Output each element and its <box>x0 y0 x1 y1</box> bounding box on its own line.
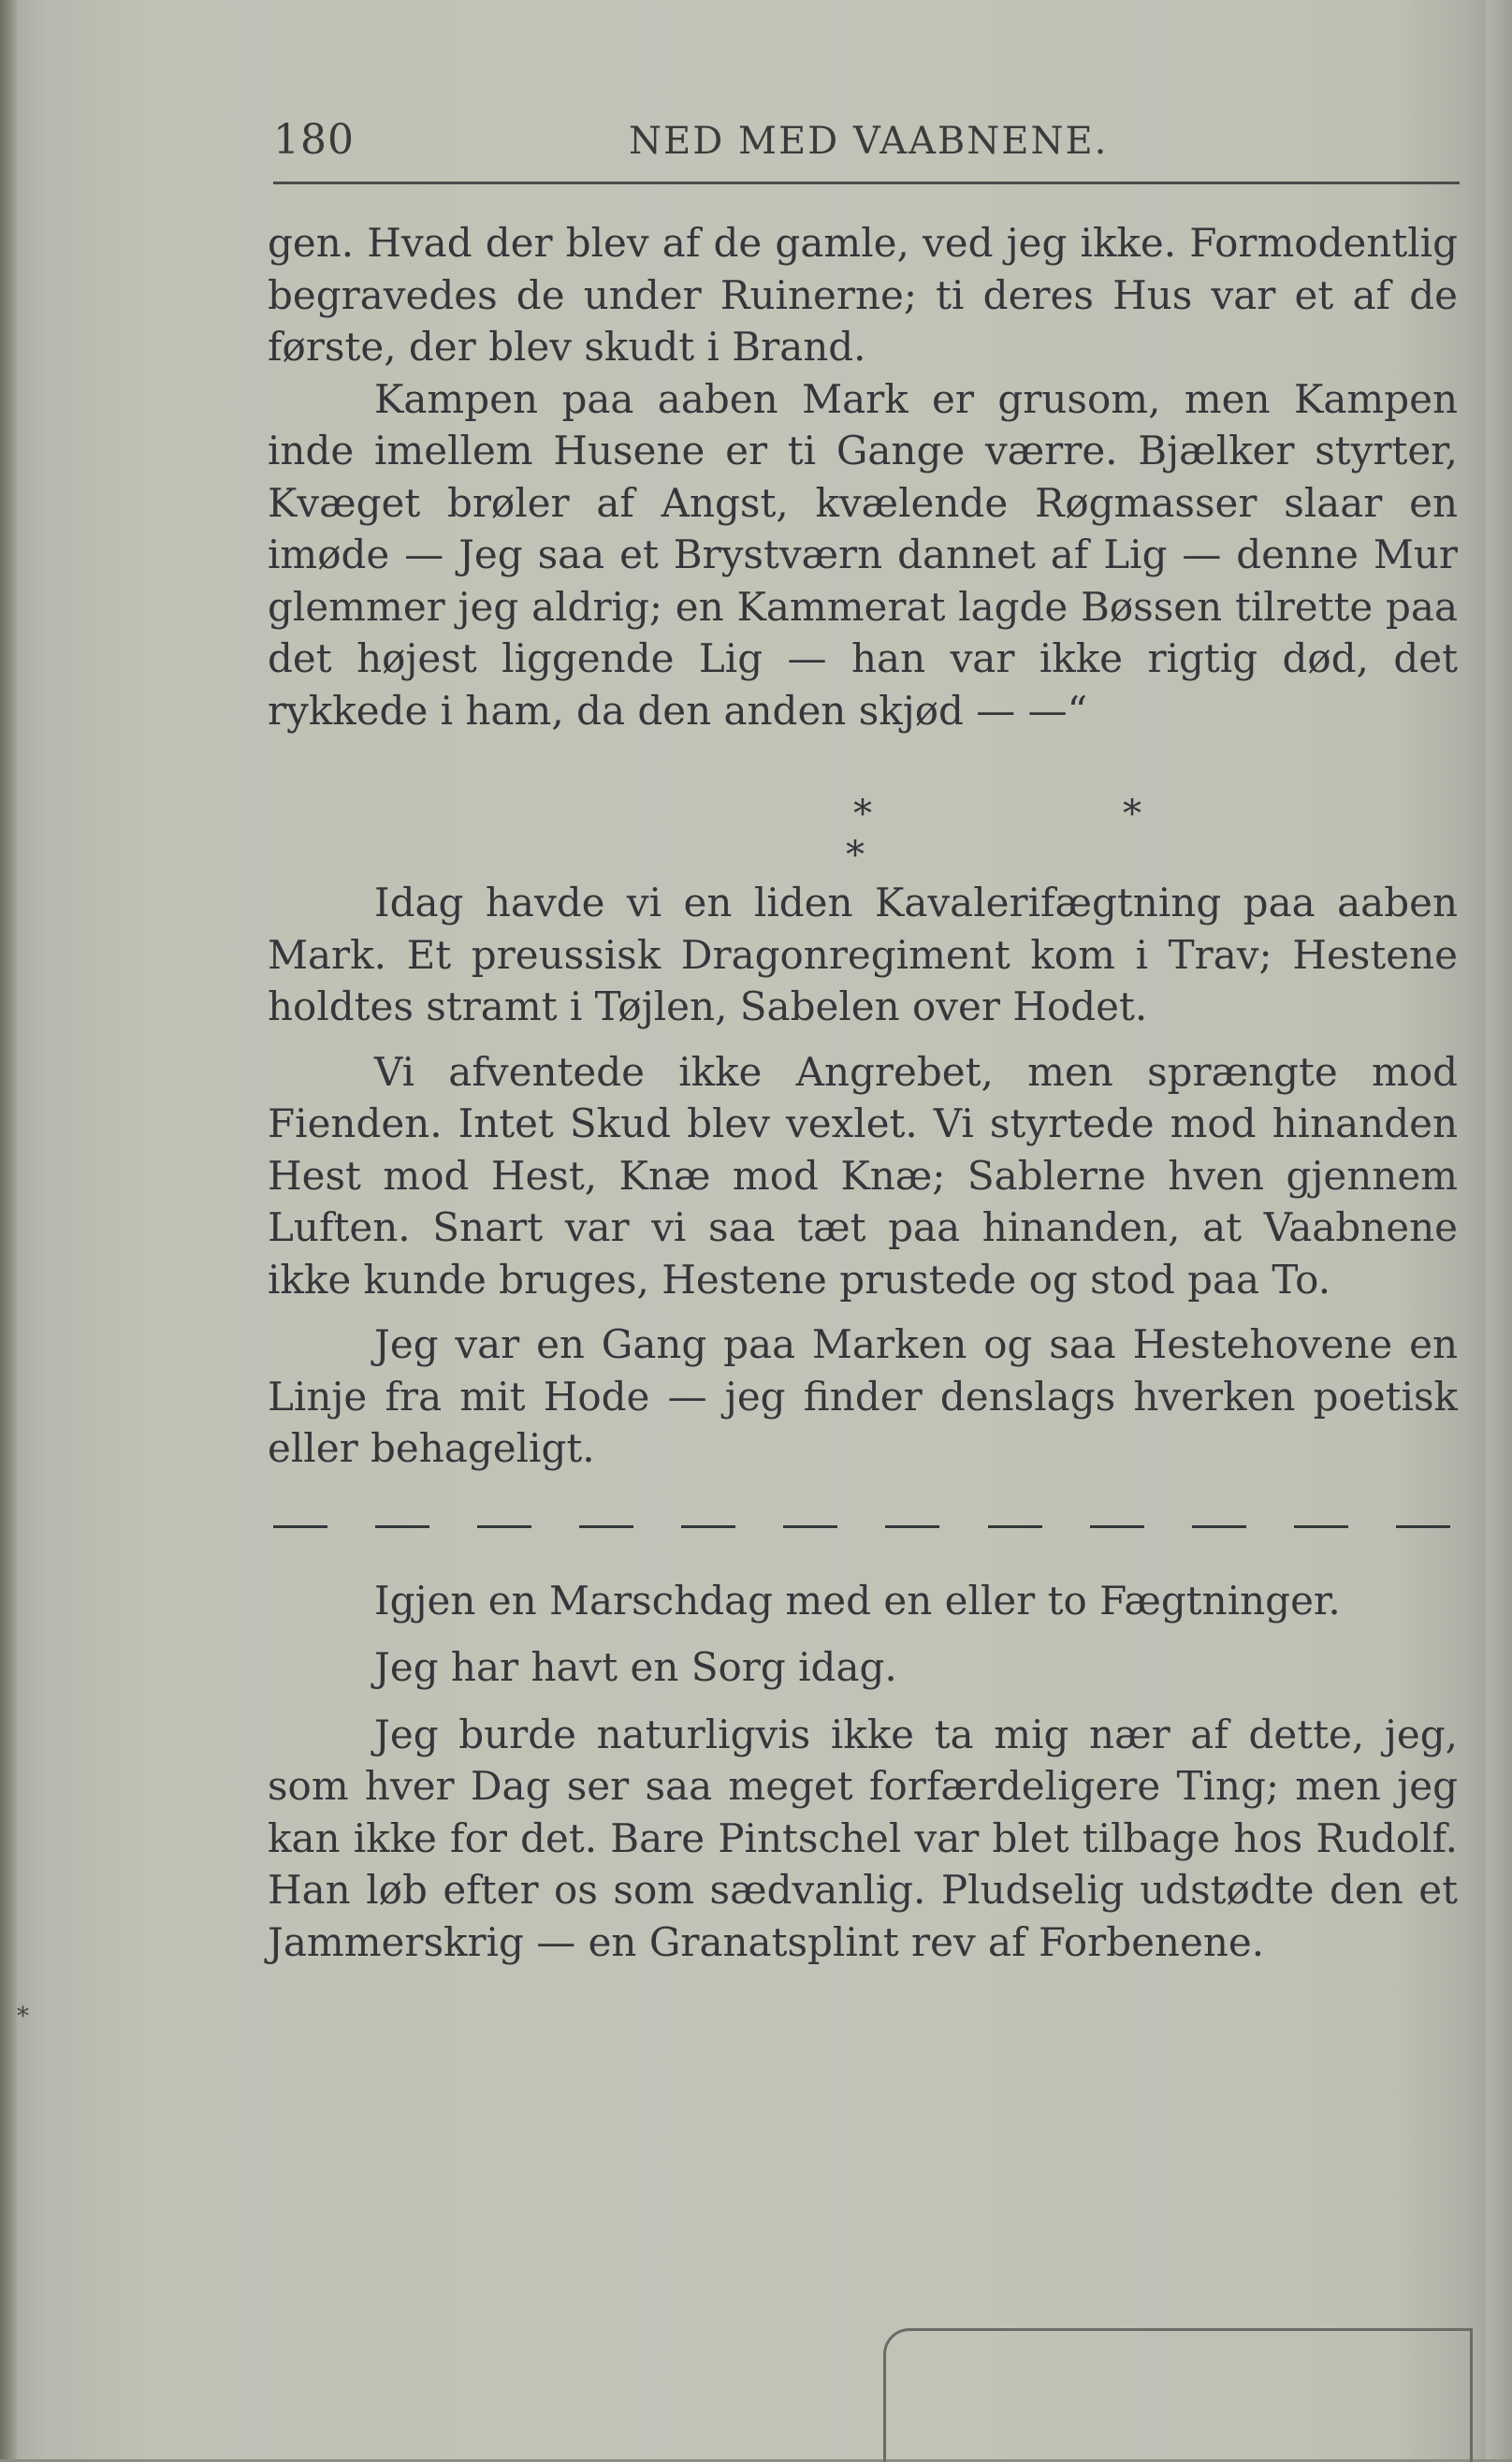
header-rule <box>273 182 1460 184</box>
margin-mark: * <box>17 2003 29 2031</box>
page-number: 180 <box>273 116 355 164</box>
paragraph-1: gen. Hvad der blev af de gamle, ved jeg ikke. Formodentlig begravedes de under Ruinerne; ti deres Hus var et af de første, der blev skudt i Brand. <box>268 220 1458 370</box>
page-header <box>273 116 1460 182</box>
section-break-stars <box>268 736 1458 877</box>
paragraph-4: Vi afventede ikke Angrebet, men sprængte mod Fienden. Intet Skud blev vexlet. Vi styrtede mod hinanden Hest mod Hest, Knæ mod Knæ; Sablerne hven gjennem Luften. Snart var vi saa tæt paa hinanden, at Vaabnene ikke kunde bruges, Hestene prustede og stod paa To. <box>268 1048 1458 1303</box>
section-star: * <box>853 793 872 836</box>
running-title: NED MED VAABNENE. <box>629 120 1109 163</box>
paragraph-8: Jeg burde naturligvis ikke ta mig nær af dette, jeg, som hver Dag ser saa meget forfærdeligere Ting; men jeg kan ikke for det. Bare Pintschel var blet tilbage hos Rudolf. Han løb efter os som sædvanlig. Pludselig udstødte den et Jammerskrig — en Granatsplint rev af Forbenene. <box>268 1711 1458 1965</box>
book-spine <box>0 0 17 2459</box>
paragraph-2: Kampen paa aaben Mark er grusom, men Kampen inde imellem Husene er ti Gange værre. Bjælker styrter, Kvæget brøler af Angst, kvælende Røgmasser slaar en imøde — Jeg saa et Brystværn dannet af Lig — denne Mur glemmer jeg aldrig; en Kammerat lagde Bøssen tilrette paa det højest liggende Lig — han var ikke rigtig død, det rykkede i ham, da den anden skjød — —“ <box>268 375 1458 734</box>
library-stamp-outline <box>883 2328 1473 2462</box>
page-edge <box>1486 0 1512 2459</box>
section-star: * <box>846 834 865 877</box>
paragraph-7: Jeg har havt en Sorg idag. <box>374 1644 897 1690</box>
paragraph-6: Igjen en Marschdag med en eller to Fægtninger. <box>374 1577 1341 1624</box>
section-break-dashes <box>273 1497 1450 1528</box>
body-text <box>268 217 1458 1968</box>
paragraph-5: Jeg var en Gang paa Marken og saa Hestehovene en Linje fra mit Hode — jeg finder denslags hverken poetisk eller behageligt. <box>268 1321 1458 1471</box>
paragraph-3: Idag havde vi en liden Kavalerifægtning paa aaben Mark. Et preussisk Dragonregiment kom i Trav; Hestene holdtes stramt i Tøjlen, Sabelen over Hodet. <box>268 880 1458 1029</box>
section-star: * <box>1123 793 1141 836</box>
